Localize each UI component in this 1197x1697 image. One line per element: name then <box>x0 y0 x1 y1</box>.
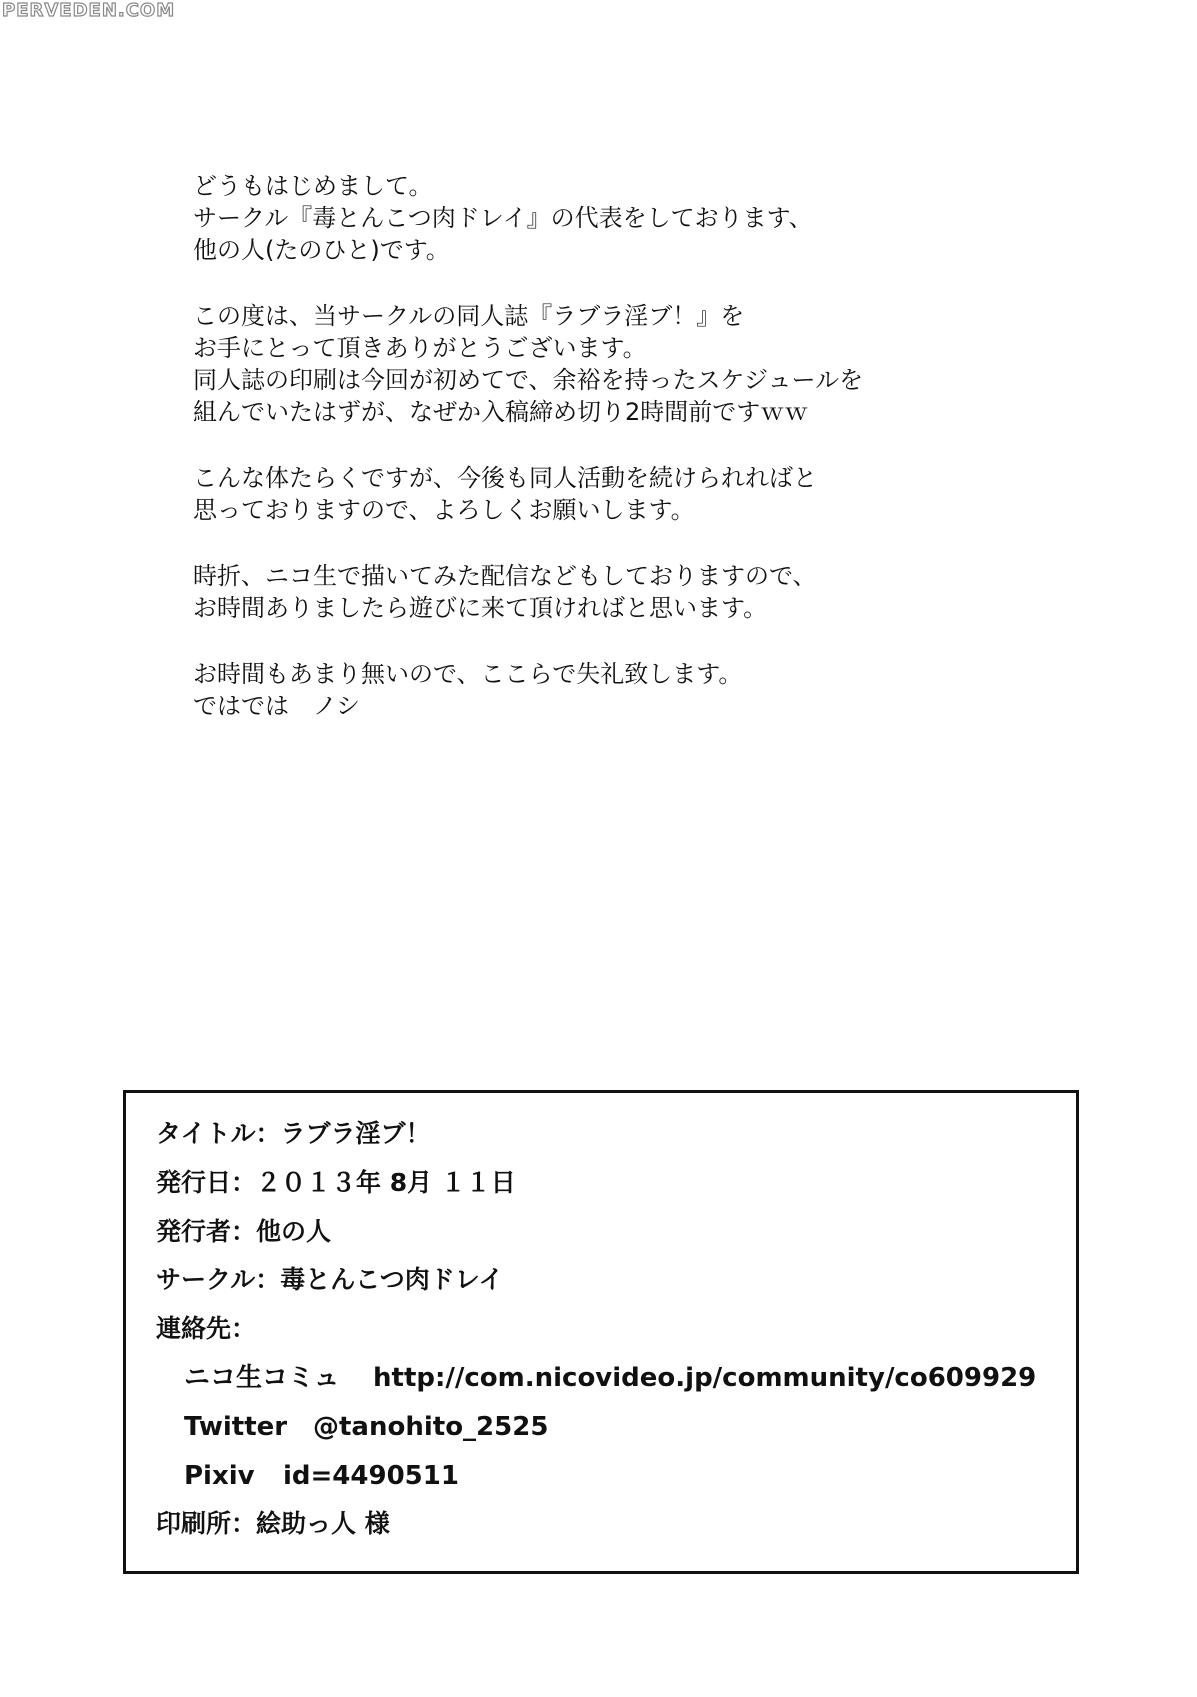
letter-line: お時間ありましたら遊びに来て頂ければと思います。 <box>193 594 768 622</box>
contact-pixiv <box>184 1461 459 1491</box>
letter-line: 同人誌の印刷は今回が初めてで、余裕を持ったスケジュールを <box>193 366 864 394</box>
colophon-title: タイトル：ラブラ淫ブ！ <box>156 1119 431 1148</box>
letter-line: 他の人(たのひと)です。 <box>193 236 450 264</box>
letter-line: お時間もあまり無いので、ここらで失礼致します。 <box>193 660 743 688</box>
letter-line: 時折、ニコ生で描いてみた配信などもしておりますので、 <box>193 562 817 590</box>
site-watermark: PERVEDEN.COM <box>2 0 176 21</box>
contact-label: Twitter <box>184 1412 288 1442</box>
contact-label: Pixiv <box>184 1461 255 1491</box>
colophon-circle: サークル：毒とんこつ肉ドレイ <box>156 1265 504 1294</box>
letter-line: この度は、当サークルの同人誌『ラブラ淫ブ！』を <box>193 302 745 330</box>
contact-twitter <box>184 1412 549 1442</box>
colophon-box <box>123 1090 1079 1574</box>
letter-line: ではでは ノシ <box>193 692 361 720</box>
letter-paragraph-future <box>193 462 1013 526</box>
contact-nicovideo <box>184 1363 1037 1393</box>
letter-paragraph-greeting <box>193 170 1013 266</box>
contact-value: http://com.nicovideo.jp/community/co609929 <box>373 1363 1037 1393</box>
colophon-date: 発行日：２０１３年 8月 １１日 <box>156 1168 516 1197</box>
contact-label: ニコ生コミュ <box>184 1363 340 1393</box>
colophon-contact-label: 連絡先： <box>156 1314 257 1343</box>
afterword-letter <box>193 170 1013 756</box>
letter-paragraph-stream <box>193 560 1013 624</box>
letter-line: 組んでいたはずが、なぜか入稿締め切り2時間前ですｗｗ <box>193 398 809 426</box>
letter-paragraph-thanks <box>193 300 1013 428</box>
letter-paragraph-closing <box>193 658 1013 722</box>
letter-line: こんな体たらくですが、今後も同人活動を続けられればと <box>193 464 817 492</box>
letter-line: サークル『毒とんこつ肉ドレイ』の代表をしております、 <box>193 204 813 232</box>
letter-line: 思っておりますので、よろしくお願いします。 <box>193 496 695 524</box>
colophon-printer: 印刷所：絵助っ人 様 <box>156 1509 390 1538</box>
letter-line: どうもはじめまして。 <box>193 172 433 200</box>
colophon-publisher: 発行者：他の人 <box>156 1217 332 1246</box>
contact-value: @tanohito_2525 <box>313 1412 549 1442</box>
contact-value: id=4490511 <box>283 1461 459 1491</box>
letter-line: お手にとって頂きありがとうございます。 <box>193 334 647 362</box>
